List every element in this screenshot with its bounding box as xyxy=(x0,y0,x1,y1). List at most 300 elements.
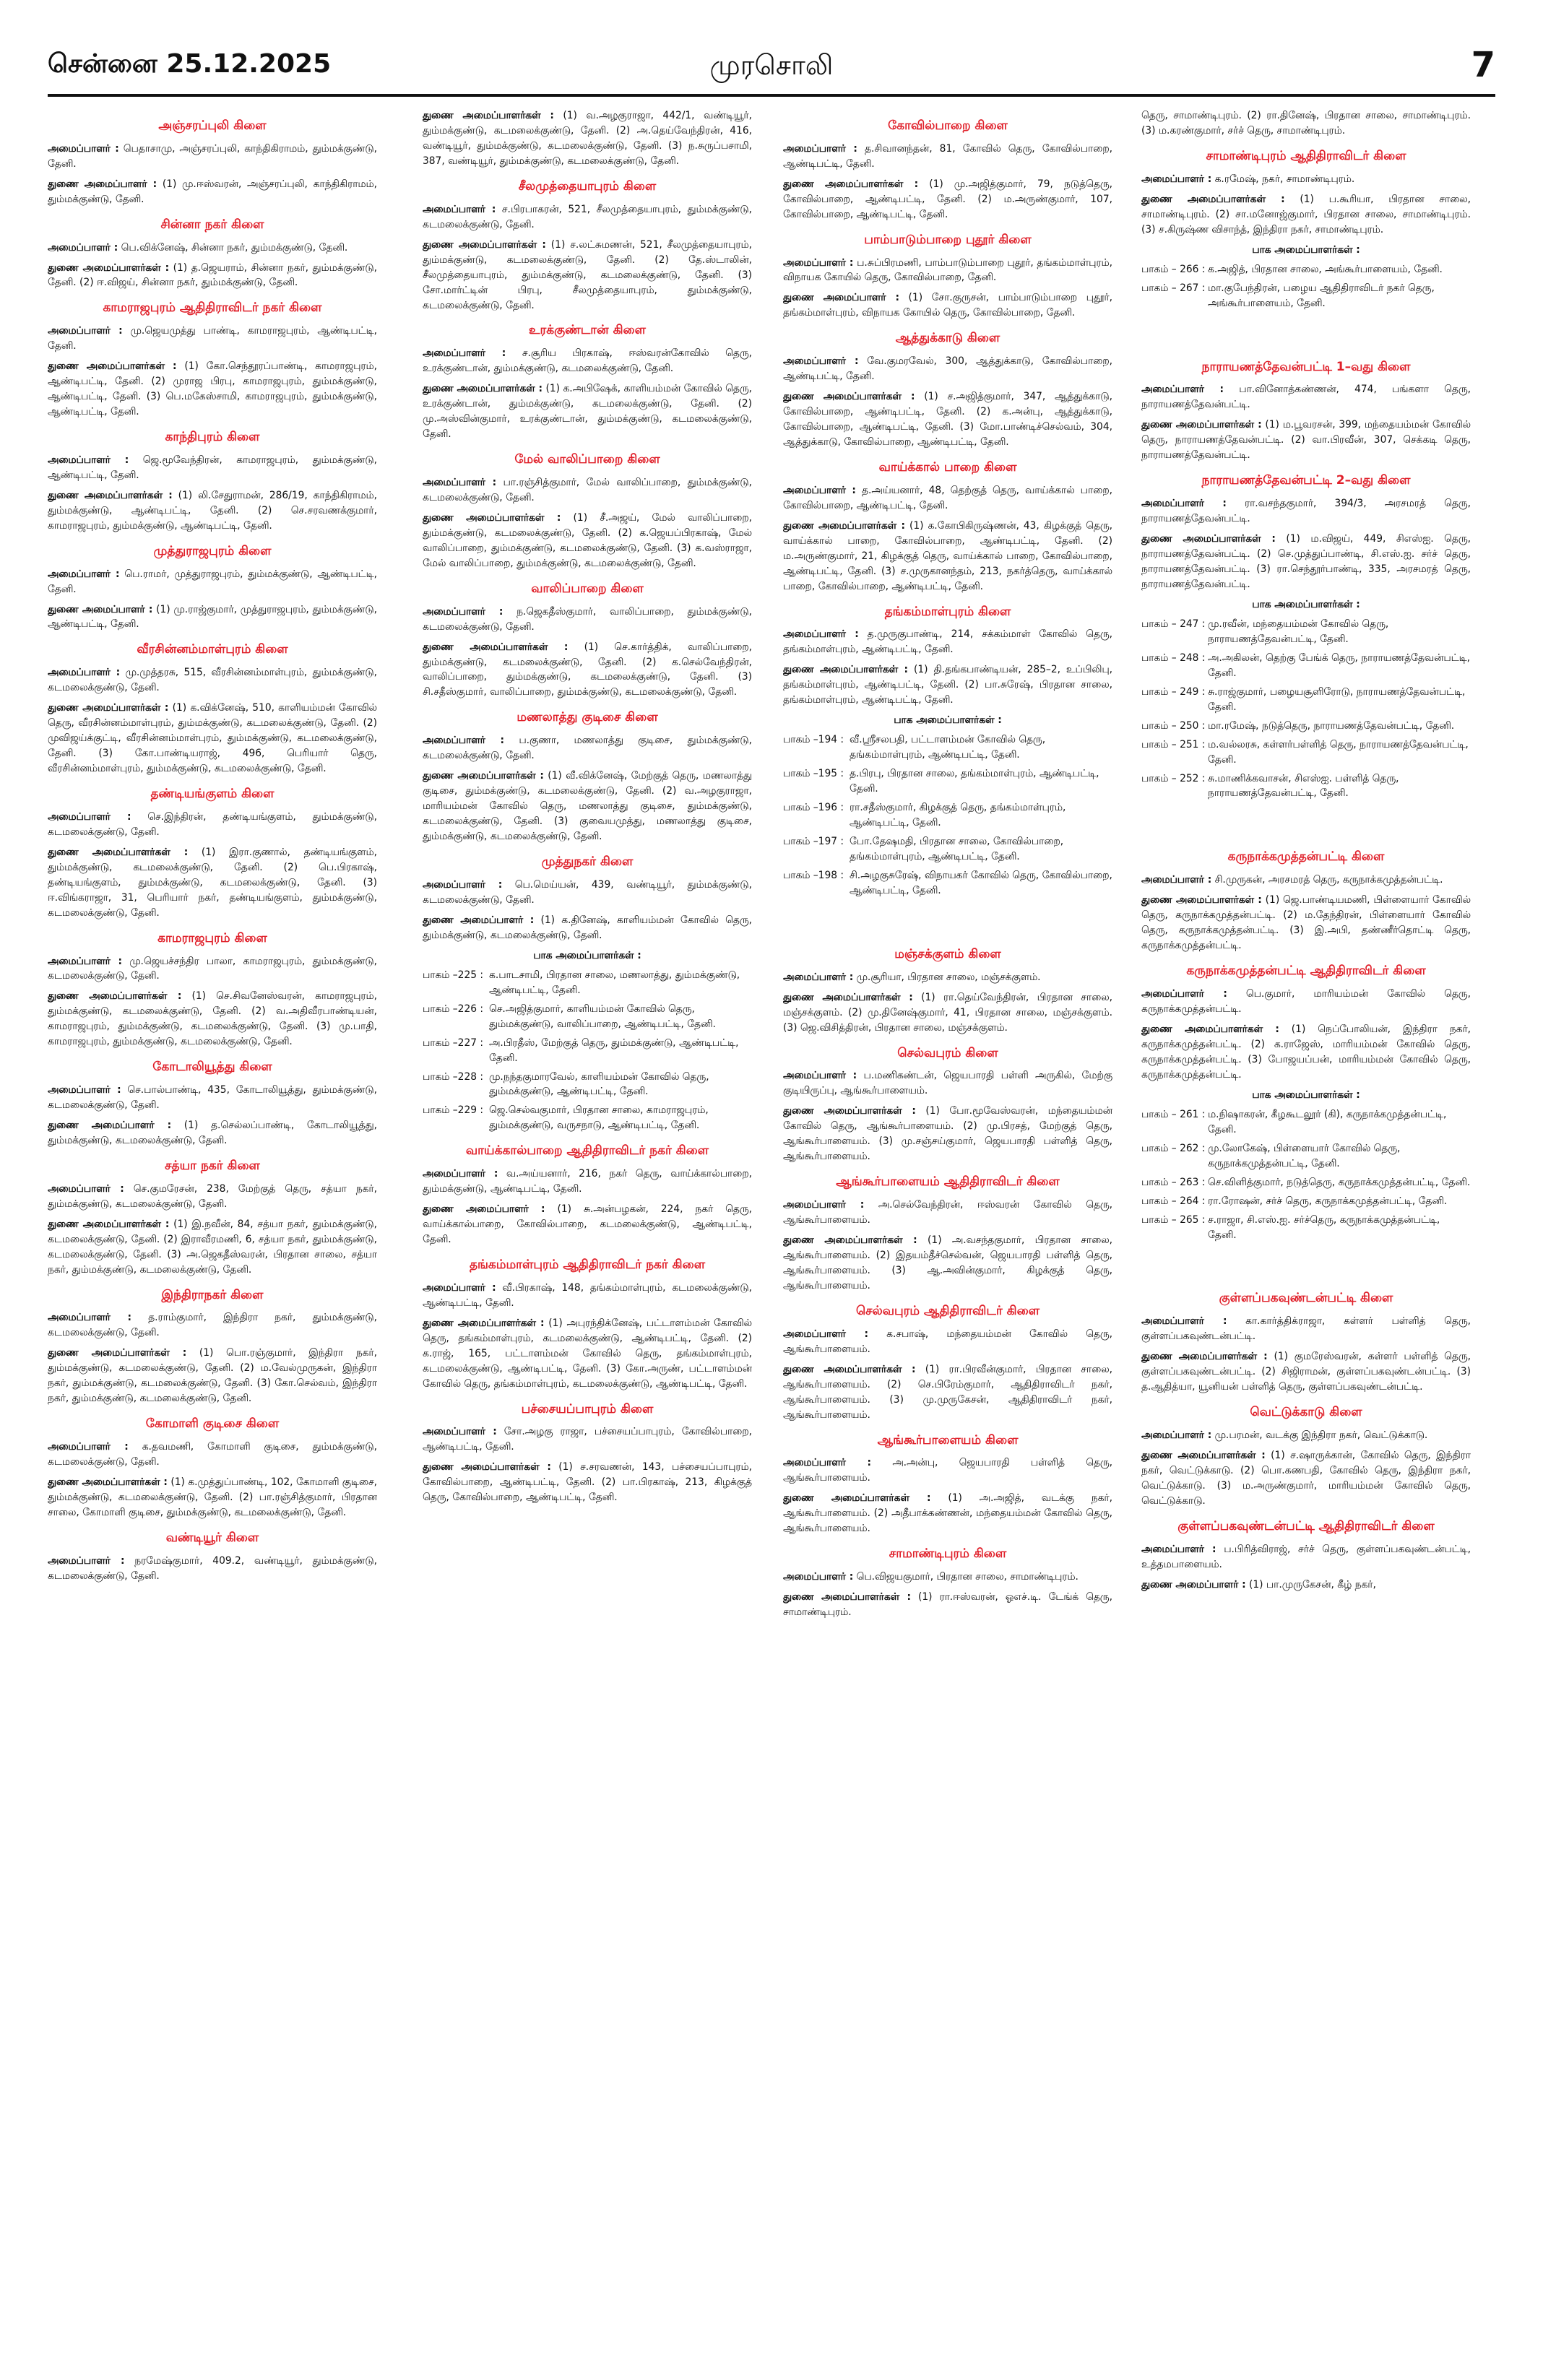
role-label: அமைப்பாளர் : xyxy=(423,735,505,747)
officer-details: (1) கோ.செந்தூரப்பாண்டி, காமராஜபுரம், ஆண்டிபட்டி, தேனி. (2) முராஜ பிரபு, காமராஜபுரம், தும்மக்குண்டு, ஆண்டிபட்டி, தேனி. (3) பெ.மகேஸ்சாமி, காமராஜபுரம், தும்மக்குண்டு, ஆண்டிபட்டி, தேனி. xyxy=(48,360,377,418)
part-row xyxy=(783,834,1112,865)
branch-section xyxy=(423,1256,752,1392)
officer-details: செ.இந்திரன், தண்டியங்குளம், தும்மக்குண்டு, கடமலைக்குண்டு, தேனி. xyxy=(48,810,377,838)
officer-details: மு.பரமன், வடக்கு இந்திரா நகர், வெட்டுக்காடு. xyxy=(1214,1429,1428,1441)
branch-section xyxy=(783,329,1112,450)
officer-entry xyxy=(783,483,1112,514)
column-2 xyxy=(423,108,752,2362)
officer-entry xyxy=(783,1068,1112,1099)
part-details: போ.தேஷமதி, பிரதான சாலை, கோவில்பாறை, தங்கம்மாள்புரம், ஆண்டிபட்டி, தேனி. xyxy=(850,836,1064,863)
officer-entry xyxy=(423,733,752,763)
officer-entry xyxy=(1141,532,1471,592)
officer-entry xyxy=(1141,1428,1471,1443)
branch-section xyxy=(48,1157,377,1278)
part-number: பாகம் – 265 : xyxy=(1141,1213,1206,1226)
officer-details: பா.ரஞ்சித்குமார், மேல் வாலிப்பாறை, தும்மக்குண்டு, கடமலைக்குண்டு, தேனி. xyxy=(423,476,752,503)
branch-section xyxy=(1141,315,1471,464)
officer-details: த.முருகுபாண்டி, 214, சக்கம்மாள் கோவில் தெரு, தங்கம்மாள்புரம், ஆண்டிபட்டி, தேனி. xyxy=(783,628,1112,656)
role-label: அமைப்பாளர் : xyxy=(783,628,859,641)
officer-entry xyxy=(423,769,752,844)
officer-details: (1) ச.சரவணன், 143, பச்சையப்பாபுரம், கோவில்பாறை, ஆண்டிபட்டி, தேனி. (2) பா.பிரகாஷ், 213, கிழக்குத் தெரு, கோவில்பாறை, ஆண்டிபட்டி, தேனி. xyxy=(423,1461,752,1504)
branch-title: சாமாண்டிபுரம் கிளை xyxy=(889,1546,1007,1562)
officer-entry xyxy=(1141,893,1471,953)
officer-details: (1) சீ.அஜய், மேல் வாலிப்பாறை, தும்மக்குண்டு, கடமலைக்குண்டு, தேனி. (2) க.ஜெயப்பிரகாஷ், மேல் வாலிப்பாறை, தும்மக்குண்டு, கடமலைக்குண்டு, தேனி. (3) க.வஸ்ராஜா, மேல் வாலிப்பாறை, தும்மக்குண்டு, கடமலைக்குண்டு, தேனி. xyxy=(423,511,752,569)
parts-heading: பாக அமைப்பாளர்கள் : xyxy=(533,949,641,961)
officer-details: (1) அபுரந்திக்னேஷ், பட்டாளம்மன் கோவில் தெரு, தங்கம்மாள்புரம், கடமலைக்குண்டு, ஆண்டிபட்டி, தேனி. (2) க.ராஜ், 165, பட்டாளம்மன் கோவில் தெரு, தங்கம்மாள்புரம், கடமலைக்குண்டு, ஆண்டிபட்டி, தேனி. (3) கோ.அருண், பட்டாளம்மன் கோவில் தெரு, தங்கம்மாள்புரம், கடமலைக்குண்டு, ஆண்டிபட்டி, தேனி. xyxy=(423,1317,752,1390)
officer-entry xyxy=(1141,192,1471,238)
part-number: பாகம் –196 : xyxy=(783,802,844,814)
part-details: செ.அஜித்குமார், காளியம்மன் கோவில் தெரு, தும்மக்குண்டு, வாலிப்பாறை, ஆண்டிபட்டி, தேனி. xyxy=(489,1003,716,1030)
part-number: பாகம் – 248 : xyxy=(1141,652,1206,664)
role-label: துணை அமைப்பாளர்கள் : xyxy=(783,1234,917,1247)
officer-entry xyxy=(48,1182,377,1212)
officer-entry xyxy=(1141,1578,1471,1593)
part-row xyxy=(423,1002,752,1032)
part-number: பாகம் – 266 : xyxy=(1141,263,1206,275)
role-label: அமைப்பாளர் : xyxy=(1141,1543,1216,1555)
part-details: க.அஜித், பிரதான சாலை, அங்கூர்பாளையம், தேனி. xyxy=(1208,263,1443,275)
part-details: த.பிரபு, பிரதான சாலை, தங்கம்மாள்புரம், ஆண்டிபட்டி, தேனி. xyxy=(850,768,1099,795)
branch-title: கோமாளி குடிசை கிளை xyxy=(145,1416,280,1432)
officer-details: வ.அய்யனார், 216, நகர் தெரு, வாய்க்கால்பாறை, தும்மக்குண்டு, ஆண்டிபட்டி, தேனி. xyxy=(423,1168,752,1195)
part-row xyxy=(1141,771,1471,802)
role-label: அமைப்பாளர் : xyxy=(423,1426,497,1438)
role-label: துணை அமைப்பாளர் : xyxy=(423,914,535,926)
part-number: பாகம் – 264 : xyxy=(1141,1195,1206,1207)
section-spacer xyxy=(1141,805,1471,839)
part-number: பாகம் – 250 : xyxy=(1141,719,1206,732)
role-label: அமைப்பாளர் : xyxy=(48,810,131,823)
officer-details: மு.முத்தரசு, 515, வீரசின்னம்மாள்புரம், தும்மக்குண்டு, கடமலைக்குண்டு, தேனி. xyxy=(48,667,377,694)
branch-title: முத்துராஜபுரம் கிளை xyxy=(153,543,272,558)
officer-entry xyxy=(423,640,752,701)
branch-title: பாம்பாடும்பாறை புதூர் கிளை xyxy=(864,232,1032,247)
branch-title: உரக்குண்டான் கிளை xyxy=(529,323,646,338)
officer-entry xyxy=(1141,172,1471,187)
officer-details: சி.முருகன், அரசமரத் தெரு, கருநாக்கமுத்தன்பட்டி. xyxy=(1214,874,1443,886)
officer-details: (1) ச.அஜித்குமார், 347, ஆத்துக்காடு, கோவில்பாறை, ஆண்டிபட்டி, தேனி. (2) க.அன்பு, ஆத்துக்காடு, கோவில்பாறை, ஆண்டிபட்டி, தேனி. (3) மோ.பாண்டிச்செல்வம், 304, ஆத்துக்காடு, கோவில்பாறை, ஆண்டிபட்டி, தேனி. xyxy=(783,391,1112,449)
officer-entry xyxy=(423,913,752,943)
part-row xyxy=(1141,737,1471,768)
role-label: அமைப்பாளர் : xyxy=(783,1199,865,1211)
officer-details: ப.பிரித்விராஜ், சர்ச் தெரு, குள்ளப்பகவுண்டன்பட்டி, உத்தமபாளையம். xyxy=(1141,1543,1471,1570)
officer-entry xyxy=(1141,1542,1471,1572)
officer-entry xyxy=(783,627,1112,657)
officer-entry xyxy=(48,488,377,534)
branch-title: மேல் வாலிப்பாறை கிளை xyxy=(514,452,660,467)
officer-details: (1) க.கோபிகிருஷ்ணன், 43, கிழக்குத் தெரு, வாய்க்கால் பாறை, கோவில்பாறை, ஆண்டிபட்டி, தேனி. (2) ம.அருண்குமார், 21, கிழக்குத் தெரு, வாய்க்கால் பாறை, கோவில்பாறை, ஆண்டிபட்டி, தேனி. (3) ச.முருகானந்தம், 213, நகர்த்தெரு, வாய்க்கால் பாறை, கோவில்பாறை, ஆண்டிபட்டி, தேனி. xyxy=(783,519,1112,592)
branch-section xyxy=(783,117,1112,222)
branch-title: காமராஜபுரம் ஆதிதிராவிடர் நகர் கிளை xyxy=(103,300,322,316)
officer-entry xyxy=(1141,1314,1471,1344)
part-row xyxy=(783,732,1112,763)
officer-details: (1) த.செல்லப்பாண்டி, கோடாலியூத்து, தும்மக்குண்டு, கடமலைக்குண்டு, தேனி. xyxy=(48,1120,377,1147)
role-label: துணை அமைப்பாளர்கள் : xyxy=(48,1218,170,1230)
officer-details: (1) இரா.குணால், தண்டியங்குளம், தும்மக்குண்டு, கடமலைக்குண்டு, தேனி. (2) பெ.பிரகாஷ், தண்டியங்குளம், தும்மக்குண்டு, கடமலைக்குண்டு, தேனி. (3) ஈ.விங்கராஜா, 31, பெரியார் நகர், தண்டியங்குளம், தும்மக்குண்டு, கடமலைக்குண்டு, தேனி. xyxy=(48,846,377,919)
officer-details: (1) த.ஜெயராம், சின்னா நகர், தும்மக்குண்டு, தேனி. (2) ஈ.விஜய், சின்னா நகர், தும்மக்குண்டு, தேனி. xyxy=(48,261,377,289)
parts-heading: பாக அமைப்பாளர்கள் : xyxy=(1252,243,1360,256)
officer-entry xyxy=(1141,1448,1471,1509)
officer-details: (1) அ.அஜித், வடக்கு நகர், ஆங்கூர்பாளையம். (2) அதீபாக்கண்ணன், மந்தையம்மன் கோவில் தெரு, ஆங்கூர்பாளையம். xyxy=(783,1492,1112,1535)
branch-section xyxy=(423,580,752,701)
officer-details: (1) க.முத்துப்பாண்டி, 102, கோமாளி குடிசை, தும்மக்குண்டு, கடமலைக்குண்டு, தேனி. (2) பா.ரஞ்சித்குமார், பிரதான சாலை, கோமாளி குடிசை, தும்மக்குண்டு, கடமலைக்குண்டு, தேனி. xyxy=(48,1476,377,1518)
role-label: அமைப்பாளர் : xyxy=(783,1571,854,1583)
role-label: துணை அமைப்பாளர்கள் : xyxy=(423,110,554,121)
officer-details: (1) சோ.குருசன், பாம்பாடும்பாறை புதூர், தங்கம்மாள்புரம், விநாயக கோயில் தெரு, கோவில்பாறை, தேனி. xyxy=(783,292,1112,319)
officer-entry xyxy=(423,108,752,169)
officer-details: (1) போ.மூவேஸ்வரன், மந்தையம்மன் கோவில் தெரு, ஆங்கூர்பாளையம். (2) மு.பிரசத், மேற்குத் தெரு, ஆங்கூர்பாளையம். (3) மு.சஞ்சய்குமார், ஜெயபாரதி பள்ளித் தெரு, ஆங்கூர்பாளையம். xyxy=(783,1105,1112,1163)
branch-title: மணலாத்து குடிசை கிளை xyxy=(517,710,658,725)
part-details: வீ.ஸ்ரீசலபதி, பட்டாளம்மன் கோவில் தெரு, தங்கம்மாள்புரம், ஆண்டிபட்டி, தேனி. xyxy=(850,734,1046,761)
parts-heading: பாக அமைப்பாளர்கள் : xyxy=(1252,598,1360,610)
officer-details: பெ.ராமர், முத்துராஜபுரம், தும்மக்குண்டு, ஆண்டிபட்டி, தேனி. xyxy=(48,568,377,595)
officer-details: வீ.பிரகாஷ், 148, தங்கம்மாள்புரம், கடமலைக்குண்டு, ஆண்டிபட்டி, தேனி. xyxy=(423,1281,752,1309)
branch-title: சத்யா நகர் கிளை xyxy=(165,1159,260,1174)
officer-entry xyxy=(48,177,377,207)
branch-title: வீரசின்னம்மாள்புரம் கிளை xyxy=(137,642,288,657)
officer-details: பா.வினோத்கண்ணன், 474, பங்களா தெரு, நாராயணத்தேவன்பட்டி. xyxy=(1141,384,1471,411)
officer-details: த.சிவானந்தன், 81, கோவில் தெரு, கோவில்பாறை, ஆண்டிபட்டி, தேனி. xyxy=(783,142,1112,170)
branch-title: காந்திபுரம் கிளை xyxy=(165,430,260,445)
role-label: துணை அமைப்பாளர்கள் : xyxy=(48,261,170,274)
part-number: பாகம் – 267 : xyxy=(1141,282,1206,294)
officer-details: (1) இ.நவீன், 84, சத்யா நகர், தும்மக்குண்டு, கடமலைக்குண்டு, தேனி. (2) இராவீரமணி, 6, சத்யா நகர், தும்மக்குண்டு, கடமலைக்குண்டு, தேனி. (3) அ.ஜெகதீஸ்வரன், பிரதான சாலை, சத்யா நகர், தும்மக்குண்டு, கடமலைக்குண்டு, தேனி. xyxy=(48,1218,377,1276)
officer-entry xyxy=(423,1424,752,1455)
role-label: துணை அமைப்பாளர்கள் : xyxy=(423,383,543,395)
part-details: மு.லோகேஷ், பிள்ளையார் கோவில் தெரு, கருநாக்கமுத்தன்பட்டி, தேனி. xyxy=(1208,1142,1401,1169)
officer-details: (1) ரா.பிரவீன்குமார், பிரதான சாலை, ஆங்கூர்பாளையம். (2) செ.பிரேம்குமார், ஆதிதிராவிடர் நகர், ஆங்கூர்பாளையம். (3) மு.முருகேசன், ஆதிதிராவிடர் நகர், ஆங்கூர்பாளையம். xyxy=(783,1363,1112,1421)
part-row xyxy=(783,800,1112,831)
branch-section xyxy=(48,1529,377,1584)
role-label: அமைப்பாளர் : xyxy=(423,1168,498,1180)
officer-details: ஜெ.மூவேந்திரன், காமராஜபுரம், தும்மக்குண்டு, ஆண்டிபட்டி, தேனி. xyxy=(48,454,377,481)
part-details: சு.மாணிக்கவாசன், சிஎஸ்ஐ. பள்ளித் தெரு, நாராயணத்தேவன்பட்டி, தேனி. xyxy=(1208,772,1399,800)
branch-section xyxy=(783,1044,1112,1165)
officer-entry xyxy=(783,662,1112,708)
part-row xyxy=(423,968,752,998)
branch-title: கருநாக்கமுத்தன்பட்டி கிளை xyxy=(1227,849,1385,865)
officer-entry xyxy=(48,1346,377,1406)
officer-entry xyxy=(48,241,377,256)
officer-details: (1) செ.சிவனேஸ்வரன், காமராஜபுரம், தும்மக்குண்டு, கடமலைக்குண்டு, தேனி. (2) வ.அதிவீரபாண்டியன், காமராஜபுரம், தும்மக்குண்டு, கடமலைக்குண்டு, தேனி. (3) மு.பாதி, காமராஜபுரம், தும்மக்குண்டு, கடமலைக்குண்டு, தேனி. xyxy=(48,990,377,1048)
officer-details: மு.ஜெயச்சந்திர பாலா, காமராஜபுரம், தும்மக்குண்டு, கடமலைக்குண்டு, தேனி. xyxy=(48,955,377,982)
officer-entry xyxy=(423,202,752,233)
officer-entry xyxy=(783,354,1112,384)
part-number: பாகம் – 262 : xyxy=(1141,1142,1206,1154)
officer-details: (1) சு.அன்பழகன், 224, நகர் தெரு, வாய்க்கால்பாறை, கோவில்பாறை, கடமலைக்குண்டு, ஆண்டிபட்டி, தேனி. xyxy=(423,1203,752,1246)
role-label: துணை அமைப்பாளர் : xyxy=(48,603,153,615)
branch-section xyxy=(423,853,752,1133)
officer-entry xyxy=(783,1327,1112,1357)
branch-section xyxy=(783,1302,1112,1423)
part-row xyxy=(1141,719,1471,734)
role-label: துணை அமைப்பாளர்கள் : xyxy=(48,990,182,1003)
officer-details: செ.குமரேசன், 238, மேற்குத் தெரு, சத்யா நகர், தும்மக்குண்டு, கடமலைக்குண்டு, தேனி. xyxy=(48,1182,377,1210)
officer-entry xyxy=(48,602,377,633)
officer-details: (1) ரா.ஈஸ்வரன், ஓஎச்.டி. டேங்க் தெரு, சாமாண்டிபுரம். xyxy=(783,1591,1112,1619)
officer-entry xyxy=(1141,873,1471,888)
role-label: அமைப்பாளர் : xyxy=(48,1084,121,1096)
officer-entry xyxy=(48,665,377,696)
officer-entry xyxy=(48,1217,377,1278)
officer-entry xyxy=(48,142,377,172)
part-details: ரா.சதீஸ்குமார், கிழக்குத் தெரு, தங்கம்மாள்புரம், ஆண்டிபட்டி, தேனி. xyxy=(850,802,1066,829)
officer-details: (1) மு.அஜித்குமார், 79, நடுத்தெரு, கோவில்பாறை, ஆண்டிபட்டி, தேனி. (2) ம.அருண்குமார், 107, கோவில்பாறை, ஆண்டிபட்டி, தேனி. xyxy=(783,178,1112,220)
branch-title: வெட்டுக்காடு கிளை xyxy=(1250,1405,1362,1420)
role-label: துணை அமைப்பாளர்கள் : xyxy=(1141,1351,1268,1363)
part-details: செ.விளித்குமார், நடுத்தெரு, கருநாக்கமுத்தன்பட்டி, தேனி. xyxy=(1208,1176,1471,1188)
role-label: துணை அமைப்பாளர்கள் : xyxy=(1141,1023,1279,1035)
role-label: துணை அமைப்பாளர்கள் : xyxy=(423,1461,551,1474)
branch-section xyxy=(48,1058,377,1148)
officer-details: ச.சூரிய பிரகாஷ், ஈஸ்வரன்கோவில் தெரு, உரக்குண்டான், தும்மக்குண்டு, கடமலைக்குண்டு, தேனி. xyxy=(423,347,752,375)
branch-title: வாலிப்பாறை கிளை xyxy=(531,581,644,596)
part-row xyxy=(1141,1194,1471,1209)
officer-details: த.அய்யனார், 48, தெற்குத் தெரு, வாய்க்கால் பாறை, கோவில்பாறை, ஆண்டிபட்டி, தேனி. xyxy=(783,484,1112,511)
officer-details: (1) தி.தங்கபாண்டியன், 285–2, உப்பிலிபு, தங்கம்மாள்புரம், ஆண்டிபட்டி, தேனி. (2) பா.சுரேஷ், பிரதான சாலை, தங்கம்மாள்புரம், ஆண்டிபட்டி, தேனி. xyxy=(783,664,1112,706)
officer-details: (1) ம.விஜய், 449, சிஎஸ்ஐ. தெரு, நாராயணத்தேவன்பட்டி. (2) செ.முத்துப்பாண்டி, சி.எஸ்.ஐ. சர்ச் தெரு, நாராயணத்தேவன்பட்டி. (3) ரா.செந்தூர்பாண்டி, 335, அரசமரத் தெரு, நாராயணத்தேவன்பட்டி. xyxy=(1141,532,1471,590)
officer-details: கா.கார்த்திக்ராஜா, கள்ளர் பள்ளித் தெரு, குள்ளப்பகவுண்டன்பட்டி. xyxy=(1141,1315,1471,1343)
officer-details: தெரு, சாமாண்டிபுரம். (2) ரா.தினேஷ், பிரதான சாலை, சாமாண்டிபுரம். (3) ம.கரண்குமார், சர்ச் தெரு, சாமாண்டிபுரம். xyxy=(1141,110,1471,137)
role-label: துணை அமைப்பாளர் : xyxy=(423,1203,545,1216)
officer-entry xyxy=(423,1316,752,1392)
role-label: துணை அமைப்பாளர் : xyxy=(48,1120,172,1132)
role-label: அமைப்பாளர் : xyxy=(783,1328,868,1340)
role-label: அமைப்பாளர் : xyxy=(48,325,123,337)
branch-title: கோவில்பாறை கிளை xyxy=(888,118,1008,133)
officer-details: (1) குமரேஸ்வரன், கள்ளர் பள்ளித் தெரு, குள்ளப்பகவுண்டன்பட்டி. (2) சிஜிராமன், குள்ளப்பகவுண்டன்பட்டி. (3) த.ஆதித்யா, யூனியன் பள்ளித் தெரு, குள்ளப்பகவுண்டன்பட்டி. xyxy=(1141,1351,1471,1393)
branch-title: தங்கம்மாள்புரம் ஆதிதிராவிடர் நகர் கிளை xyxy=(469,1258,706,1273)
officer-details: (1) லி.சேதுராமன், 286/19, காந்திகிராமம், தும்மக்குண்டு, ஆண்டிபட்டி, தேனி. (2) செ.சரவணக்குமார், காமராஜபுரம், தும்மக்குண்டு, ஆண்டிபட்டி, தேனி. xyxy=(48,489,377,532)
branch-section xyxy=(423,178,752,313)
part-row xyxy=(783,766,1112,797)
role-label: துணை அமைப்பாளர்கள் : xyxy=(1141,894,1262,906)
role-label: அமைப்பாளர் : xyxy=(783,355,859,368)
part-number: பாகம் – 251 : xyxy=(1141,738,1206,750)
role-label: அமைப்பாளர் : xyxy=(423,605,503,618)
branch-title: சின்னா நகர் கிளை xyxy=(160,217,264,232)
role-label: துணை அமைப்பாளர் : xyxy=(1141,1578,1246,1591)
officer-entry xyxy=(423,1202,752,1247)
part-number: பாகம் –198 : xyxy=(783,870,844,882)
role-label: துணை அமைப்பாளர்கள் : xyxy=(423,1317,545,1329)
officer-entry xyxy=(1141,1349,1471,1395)
officer-entry xyxy=(783,1362,1112,1423)
role-label: துணை அமைப்பாளர்கள் : xyxy=(423,770,544,782)
branch-section xyxy=(783,902,1112,1036)
officer-entry xyxy=(48,1118,377,1148)
role-label: அமைப்பாளர் : xyxy=(1141,1315,1227,1328)
part-number: பாகம் –227 : xyxy=(423,1037,484,1049)
branch-section xyxy=(1141,805,1471,953)
branch-section xyxy=(423,321,752,442)
officer-details: நரமேஷ்குமார், 409.2, வண்டியூர், தும்மக்குண்டு, கடமலைக்குண்டு, தேனி. xyxy=(48,1554,377,1582)
branch-section xyxy=(48,785,377,921)
officer-entry xyxy=(48,701,377,776)
officer-entry xyxy=(1141,987,1471,1017)
role-label: துணை அமைப்பாளர்கள் : xyxy=(48,360,177,373)
branch-section xyxy=(48,299,377,420)
branch-section xyxy=(783,1173,1112,1294)
branch-section xyxy=(423,709,752,844)
role-label: துணை அமைப்பாளர் : xyxy=(48,178,157,190)
officer-entry xyxy=(783,1104,1112,1164)
officer-details: (1) பொ.ரஞ்குமார், இந்திரா நகர், தும்மக்குண்டு, கடமலைக்குண்டு, தேனி. (2) ம.வேல்முருகன், இந்திரா நகர், தும்மக்குண்டு, கடமலைக்குண்டு, தேனி. (3) கோ.செல்வம், இந்திரா நகர், தும்மக்குண்டு, கடமலைக்குண்டு, தேனி. xyxy=(48,1347,377,1405)
part-row xyxy=(423,1036,752,1066)
officer-entry xyxy=(783,1491,1112,1536)
officer-entry xyxy=(783,990,1112,1036)
officer-entry xyxy=(1141,417,1471,463)
officer-details: (1) ஜெ.பாண்டியமணி, பிள்ளையார் கோவில் தெரு, கருநாக்கமுத்தன்பட்டி. (2) ம.தேந்திரன், பிள்ளையார் கோவில் தெரு, கருநாக்கமுத்தன்பட்டி. (3) இ.அபி, தண்ணீர்தொட்டி தெரு, கருநாக்கமுத்தன்பட்டி. xyxy=(1141,894,1471,952)
branch-title: நாராயணத்தேவன்பட்டி 2–வது கிளை xyxy=(1201,473,1411,488)
officer-entry xyxy=(48,261,377,291)
parts-heading: பாக அமைப்பாளர்கள் : xyxy=(894,714,1002,727)
officer-details: (1) ச.ஷாருக்கான், கோவில் தெரு, இந்திரா நகர், வெட்டுக்காடு. (2) பொ.கணபதி, கோவில் தெரு, இந்திரா நகர், வெட்டுக்காடு. (3) ம.அருண்குமார், மாரியம்மன் கோவில் தெரு, வெட்டுக்காடு. xyxy=(1141,1449,1471,1507)
branch-title: முத்துநகர் கிளை xyxy=(541,854,634,870)
branch-section xyxy=(1141,1518,1471,1593)
branch-section xyxy=(423,1401,752,1506)
branch-section xyxy=(48,1286,377,1407)
role-label: துணை அமைப்பாளர்கள் : xyxy=(48,489,173,501)
part-row xyxy=(423,1070,752,1100)
role-label: அமைப்பாளர் : xyxy=(48,955,123,967)
officer-entry xyxy=(783,1455,1112,1486)
branch-title: ஆங்கூர்பாளையம் கிளை xyxy=(877,1432,1019,1448)
officer-entry xyxy=(1141,496,1471,527)
part-number: பாகம் – 249 : xyxy=(1141,685,1206,698)
role-label: துணை அமைப்பாளர்கள் : xyxy=(783,1492,931,1505)
branch-title: இந்திராநகர் கிளை xyxy=(161,1287,264,1302)
role-label: துணை அமைப்பாளர்கள் : xyxy=(48,1476,168,1489)
role-label: துணை அமைப்பாளர்கள் : xyxy=(783,1591,911,1604)
role-label: அமைப்பாளர் : xyxy=(783,142,857,155)
part-number: பாகம் –228 : xyxy=(423,1070,484,1083)
officer-entry xyxy=(423,1167,752,1197)
officer-details: (1) க.விக்னேஷ், 510, காளியம்மன் கோவில் தெரு, வீரசின்னம்மாள்புரம், தும்மக்குண்டு, கடமலைக்குண்டு, தேனி. (2) முவிஜய்க்குட்டி, வீரசின்னம்மாள்புரம், தும்மக்குண்டு, கடமலைக்குண்டு, தேனி. (3) கோ.பாண்டியராஜ், 496, பெரியார் தெரு, வீரசின்னம்மாள்புரம், தும்மக்குண்டு, கடமலைக்குண்டு, தேனி. xyxy=(48,702,377,775)
section-spacer xyxy=(1141,315,1471,350)
part-row xyxy=(783,868,1112,899)
role-label: துணை அமைப்பாளர்கள் : xyxy=(423,511,561,524)
officer-details: ரா.வசந்தகுமார், 394/3, அரசமரத் தெரு, நாராயணத்தேவன்பட்டி. xyxy=(1141,498,1471,524)
branch-title: குள்ளப்பகவுண்டன்பட்டி கிளை xyxy=(1219,1291,1393,1306)
part-details: ஜெ.செல்வகுமார், பிரதான சாலை, காமராஜபுரம், தும்மக்குண்டு, வருசநாடு, ஆண்டிபட்டி, தேனி. xyxy=(489,1104,709,1132)
part-row xyxy=(1141,1107,1471,1138)
branch-section xyxy=(1141,1246,1471,1395)
role-label: அமைப்பாளர் : xyxy=(783,256,854,269)
branch-title: கோடாலியூத்து கிளை xyxy=(152,1060,272,1075)
role-label: அமைப்பாளர் : xyxy=(423,878,503,891)
officer-entry xyxy=(423,238,752,313)
branch-section xyxy=(48,216,377,291)
part-details: ரா.ரோஷன், சர்ச் தெரு, கருநாக்கமுத்தன்பட்டி, தேனி. xyxy=(1208,1195,1448,1207)
officer-details: (1) அ.வசந்தகுமார், பிரதான சாலை, ஆங்கூர்பாளையம். (2) இதயம்தீச்செல்வன், ஜெயபாரதி பள்ளித் தெரு, ஆங்கூர்பாளையம். (3) ஆ.அவின்குமார், கிழக்குத் தெரு, ஆங்கூர்பாளையம். xyxy=(783,1234,1112,1291)
branch-section xyxy=(423,451,752,571)
column-4 xyxy=(1141,108,1471,2362)
role-label: துணை அமைப்பாளர்கள் : xyxy=(1141,532,1276,545)
role-label: துணை அமைப்பாளர் : xyxy=(783,292,899,304)
role-label: துணை அமைப்பாளர்கள் : xyxy=(783,991,913,1003)
branch-section xyxy=(1141,147,1471,311)
branch-title: கருநாக்கமுத்தன்பட்டி ஆதிதிராவிடர் கிளை xyxy=(1186,964,1426,979)
role-label: துணை அமைப்பாளர்கள் : xyxy=(783,1363,916,1375)
branch-title: செல்வபுரம் ஆதிதிராவிடர் கிளை xyxy=(855,1303,1040,1318)
officer-details: மு.ஜெயமுத்து பாண்டி, காமராஜபுரம், ஆண்டிபட்டி, தேனி. xyxy=(48,325,377,352)
role-label: துணை அமைப்பாளர்கள் : xyxy=(48,702,169,714)
officer-entry xyxy=(48,1440,377,1470)
officer-entry xyxy=(48,1475,377,1520)
part-details: மு.ரவீன், மந்தையம்மன் கோவில் தெரு, நாராயணத்தேவன்பட்டி, தேனி. xyxy=(1208,618,1389,645)
branch-title: செல்வபுரம் கிளை xyxy=(897,1045,998,1060)
branch-section xyxy=(783,459,1112,594)
branch-title: வாய்க்கால் பாறை கிளை xyxy=(878,460,1017,475)
part-details: ம.வல்லரசு, கள்ளர்பள்ளித் தெரு, நாராயணத்தேவன்பட்டி, தேனி. xyxy=(1208,738,1469,766)
officer-details: மு.சூரியா, பிரதான சாலை, மஞ்சக்குளம். xyxy=(856,971,1041,983)
branch-section xyxy=(48,930,377,1050)
officer-entry xyxy=(48,954,377,985)
part-number: பாகம் – 263 : xyxy=(1141,1176,1206,1188)
officer-entry xyxy=(48,453,377,483)
branch-title: பச்சையப்பாபுரம் கிளை xyxy=(521,1401,654,1416)
officer-details: ப.குணா, மணலாத்து குடிசை, தும்மக்குண்டு, கடமலைக்குண்டு, தேனி. xyxy=(423,735,752,762)
part-details: அ.அகிலன், தெற்கு பேங்க் தெரு, நாராயணத்தேவன்பட்டி, தேனி. xyxy=(1208,652,1471,679)
branch-section xyxy=(783,231,1112,321)
role-label: அமைப்பாளர் : xyxy=(48,1441,129,1453)
officer-entry xyxy=(1141,1022,1471,1083)
branch-title: சாமாண்டிபுரம் ஆதிதிராவிடர் கிளை xyxy=(1206,148,1406,163)
branch-section xyxy=(783,603,1112,899)
officer-details: அ.அன்பு, ஜெயபாரதி பள்ளித் தெரு, ஆங்கூர்பாளையம். xyxy=(783,1457,1112,1484)
officer-details: (1) வீ.விக்னேஷ், மேற்குத் தெரு, மணலாத்து குடிசை, தும்மக்குண்டு, கடமலைக்குண்டு, தேனி. (2) வ.அழகுராஜா, மாரியம்மன் கோவில் தெரு, மணலாத்து குடிசை, தும்மக்குண்டு, கடமலைக்குண்டு, தேனி. (3) குவையமுத்து, மணலாத்து குடிசை, தும்மக்குண்டு, கடமலைக்குண்டு, தேனி. xyxy=(423,770,752,843)
officer-entry xyxy=(48,845,377,921)
officer-entry xyxy=(423,1281,752,1311)
role-label: அமைப்பாளர் : xyxy=(48,142,119,155)
role-label: துணை அமைப்பாளர்கள் : xyxy=(423,641,569,653)
officer-entry xyxy=(423,475,752,506)
role-label: அமைப்பாளர் : xyxy=(48,667,121,679)
officer-details: க.தவமணி, கோமாளி குடிசை, தும்மக்குண்டு, கடமலைக்குண்டு, தேனி. xyxy=(48,1441,377,1468)
officer-entry xyxy=(423,511,752,571)
branch-title: நாராயணத்தேவன்பட்டி 1–வது கிளை xyxy=(1201,359,1411,374)
branch-section xyxy=(1141,472,1471,801)
part-number: பாகம் – 247 : xyxy=(1141,618,1206,630)
officer-entry xyxy=(783,970,1112,985)
role-label: துணை அமைப்பாளர்கள் : xyxy=(1141,419,1262,431)
part-number: பாகம் –225 : xyxy=(423,969,484,981)
branch-title: ஆங்கூர்பாளையம் ஆதிதிராவிடர் கிளை xyxy=(836,1174,1060,1190)
officer-entry xyxy=(423,1460,752,1505)
officer-details: பெ.மெய்யன், 439, வண்டியூர், தும்மக்குண்டு, கடமலைக்குண்டு, தேனி. xyxy=(423,878,752,906)
part-row xyxy=(1141,651,1471,681)
part-row xyxy=(1141,1175,1471,1190)
part-number: பாகம் –195 : xyxy=(783,768,844,780)
officer-details: அ.செல்வேந்திரன், ஈஸ்வரன் கோவில் தெரு, ஆங்கூர்பாளையம். xyxy=(783,1199,1112,1226)
role-label: அமைப்பாளர் : xyxy=(48,1554,125,1567)
officer-details: (1) க.அபிஷேக், காளியம்மன் கோவில் தெரு, உரக்குண்டான், தும்மக்குண்டு, கடமலைக்குண்டு, தேனி. (2) மு.அஸ்வின்குமார், உரக்குண்டான், தும்மக்குண்டு, கடமலைக்குண்டு, தேனி. xyxy=(423,383,752,441)
branch-title: வண்டியூர் கிளை xyxy=(165,1530,259,1545)
officer-details: (1) நெப்போலியன், இந்திரா நகர், கருநாக்கமுத்தன்பட்டி. (2) க.ராஜேஸ், மாரியம்மன் கோவில் தெரு, கருநாக்கமுத்தன்பட்டி. (3) போஜயப்பன், மாரியம்மன் கோவில் தெரு, கருநாக்கமுத்தன்பட்டி. xyxy=(1141,1023,1471,1081)
role-label: அமைப்பாளர் : xyxy=(423,203,496,215)
part-details: மா.குபேந்திரன், பழைய ஆதிதிராவிடர் நகர் தெரு, அங்கூர்பாளையம், தேனி. xyxy=(1208,282,1435,309)
newspaper-name: முரசொலி xyxy=(709,49,834,81)
branch-title: ஆத்துக்காடு கிளை xyxy=(895,331,1000,346)
officer-details: சோ.அழகு ராஜா, பச்சையப்பாபுரம், கோவில்பாறை, ஆண்டிபட்டி, தேனி. xyxy=(423,1426,752,1453)
role-label: அமைப்பாளர் : xyxy=(423,1281,496,1294)
part-row xyxy=(423,1103,752,1133)
role-label: துணை அமைப்பாளர்கள் : xyxy=(423,238,546,251)
officer-entry xyxy=(783,519,1112,594)
officer-entry xyxy=(48,1554,377,1584)
officer-details: (1) வ.அழகுராஜா, 442/1, வண்டியூர், தும்மக்குண்டு, கடமலைக்குண்டு, தேனி. (2) அ.தெய்வேந்திரன், 416, வண்டியூர், தும்மக்குண்டு, கடமலைக்குண்டு, தேனி. (3) ந.சுருப்பசாமி, 387, வண்டியூர், தும்மக்குண்டு, கடமலைக்குண்டு, தேனி. xyxy=(423,110,752,167)
